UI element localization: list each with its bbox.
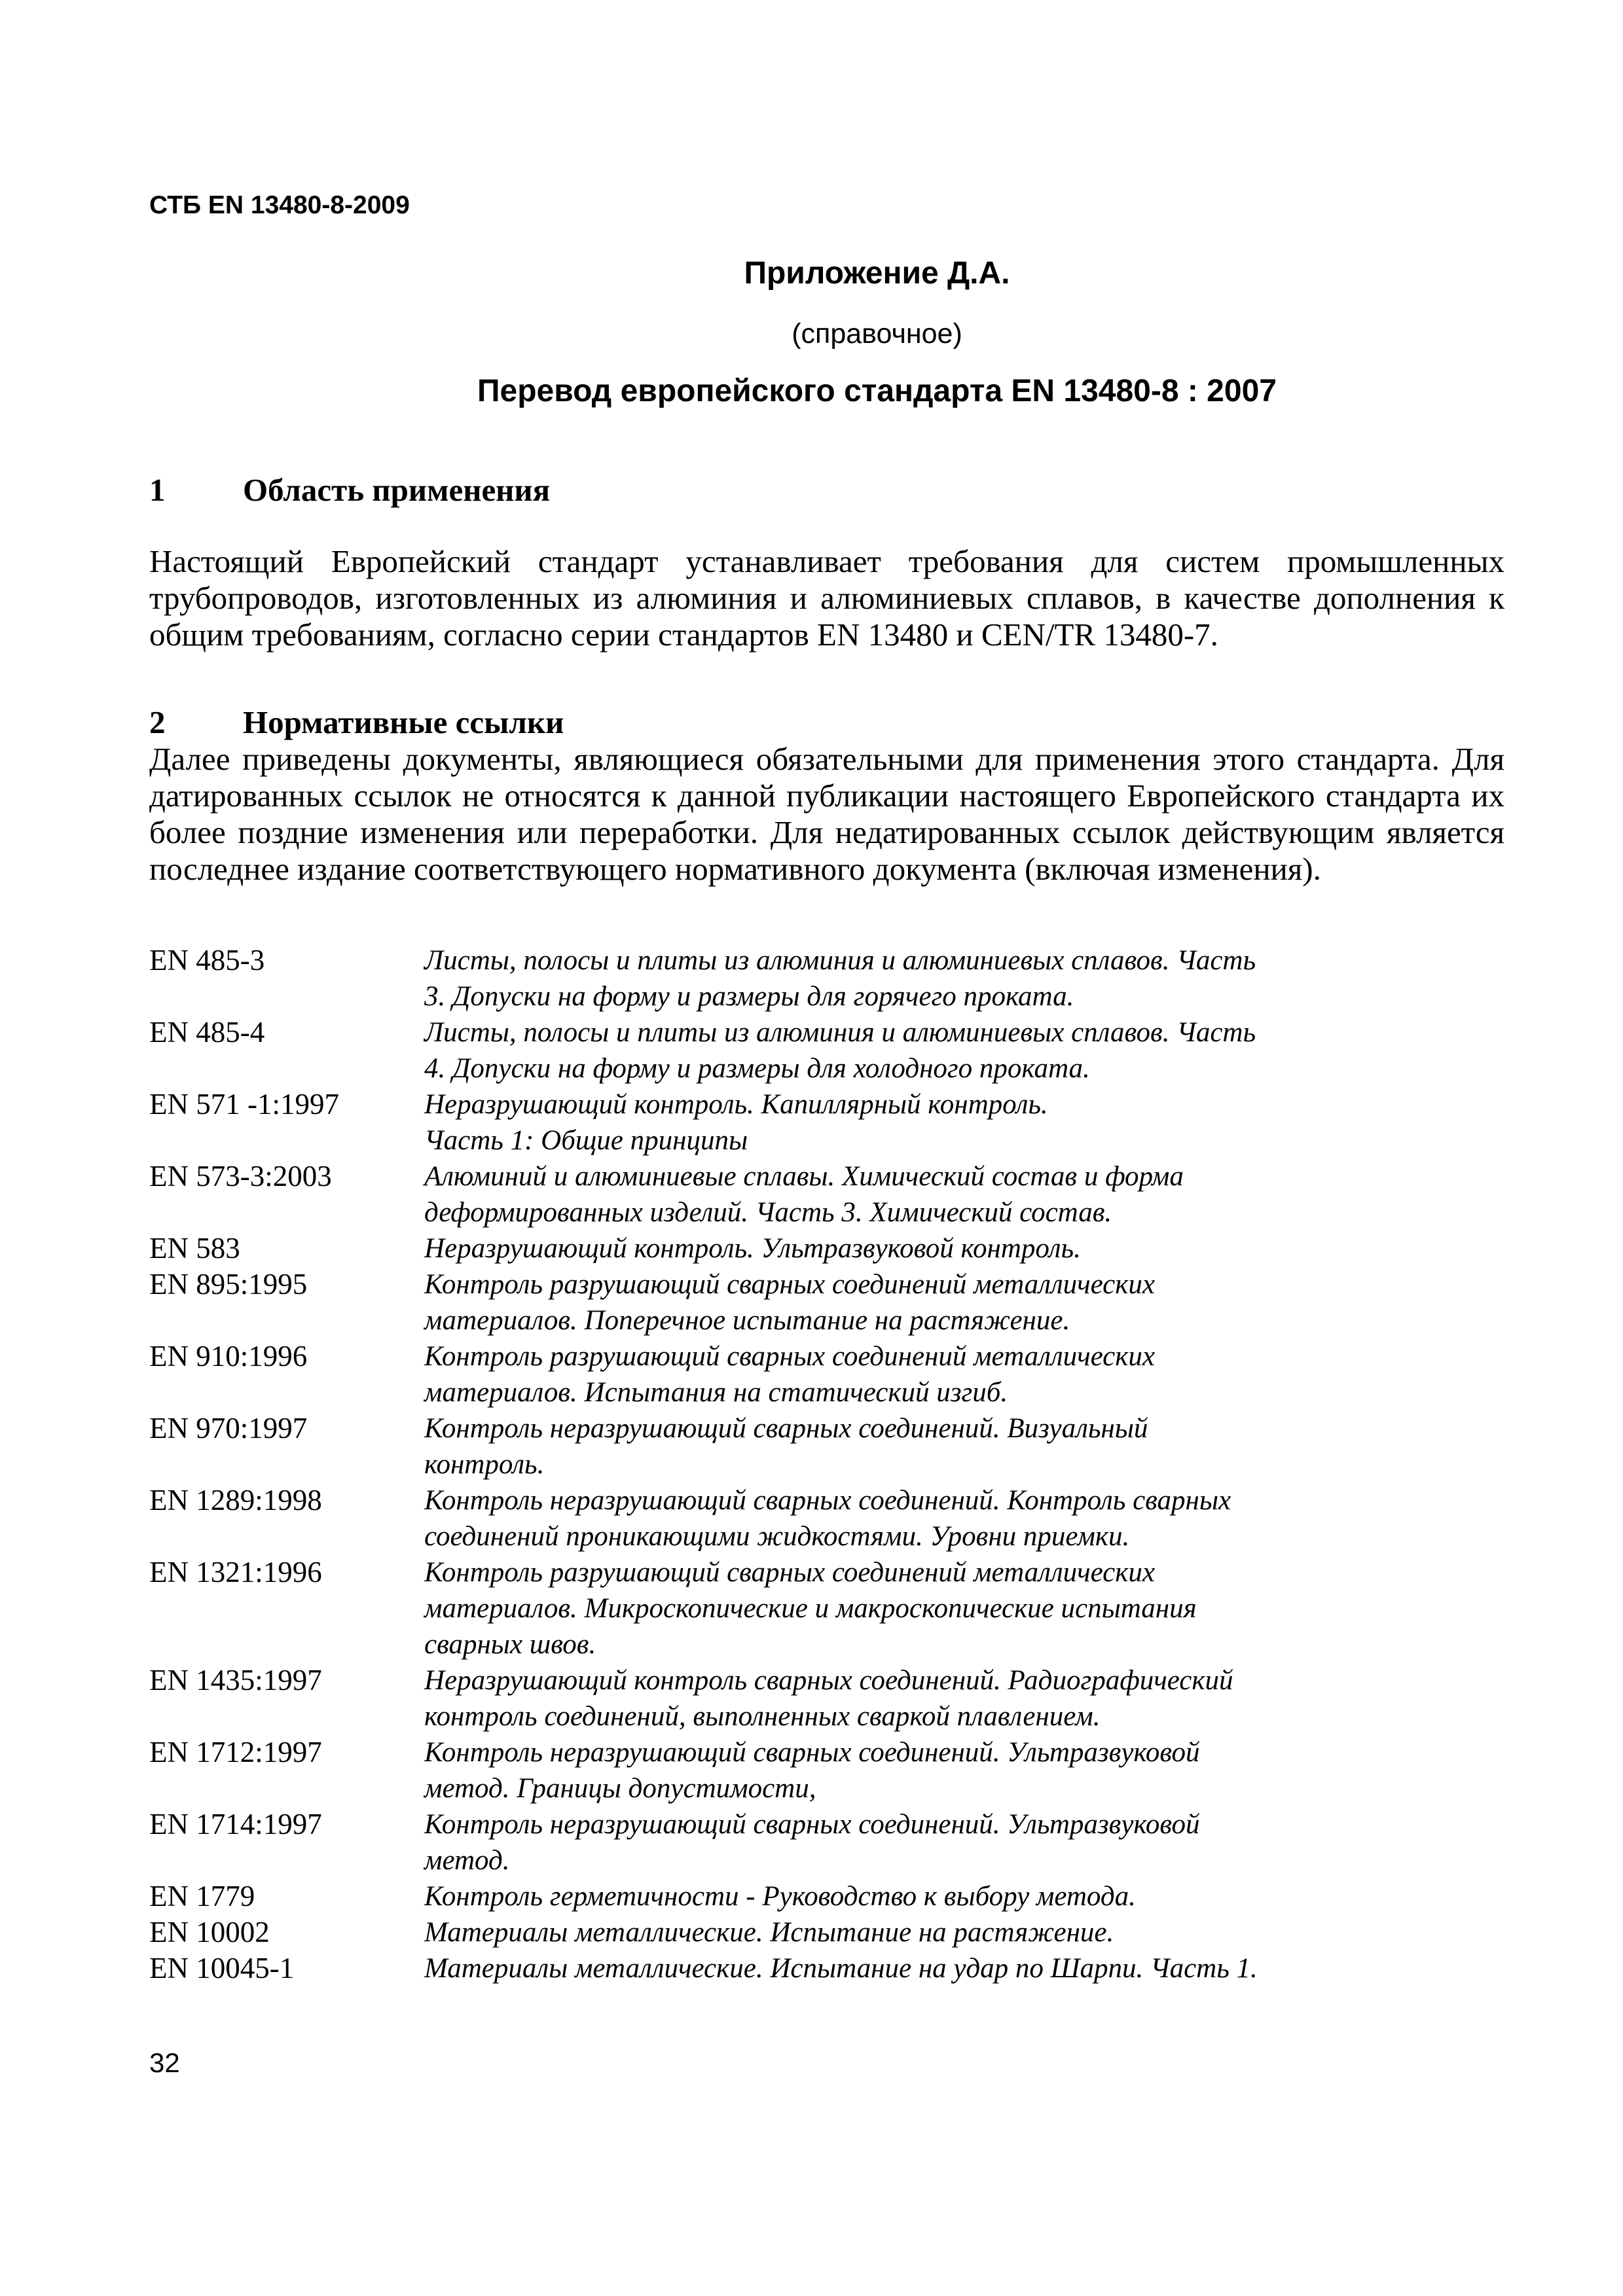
reference-item (149, 1734, 1524, 1806)
section-1-title (149, 471, 550, 509)
annex-subtitle: (справочное) (792, 318, 962, 350)
annex-title: Приложение Д.А. (744, 256, 1010, 291)
reference-code: EN 485-3 (149, 944, 265, 977)
reference-title-line: 3. Допуски на форму и размеры для горячего проката. (424, 981, 1074, 1012)
reference-title-line: Неразрушающий контроль. Ультразвуковой контроль. (424, 1233, 1081, 1264)
reference-code: EN 1289:1998 (149, 1484, 322, 1516)
reference-title-line: Материалы металлические. Испытание на удар по Шарпи. Часть 1. (424, 1953, 1258, 1984)
reference-title (424, 1734, 1393, 1806)
page-number: 32 (149, 2047, 180, 2078)
reference-title (424, 1914, 1393, 1950)
section-1-paragraph: Настоящий Европейский стандарт устанавливает требования для систем промышленных трубопроводов, изготовленных из алюминия и алюминиевых сплавов, в качестве дополнения к общим требованиям, согласно серии стандартов EN 13480 и CEN/TR 13480-7. (149, 543, 1504, 653)
reference-code: EN 1435:1997 (149, 1664, 322, 1696)
reference-code: EN 1712:1997 (149, 1736, 322, 1768)
section-2-paragraph: Далее приведены документы, являющиеся обязательными для применения этого стандарта. Для датированных ссылок не относятся к данной публикации настоящего Европейского стандарта их более поздние изменения или переработки. Для недатированных ссылок действующим является последнее издание соответствующего нормативного документа (включая изменения). (149, 741, 1504, 887)
reference-item (149, 942, 1524, 1014)
reference-title-line: Материалы металлические. Испытание на растяжение. (424, 1917, 1114, 1948)
reference-code: EN 1714:1997 (149, 1808, 322, 1840)
reference-title (424, 1950, 1393, 1986)
reference-item (149, 1338, 1524, 1410)
reference-code: EN 1321:1996 (149, 1556, 322, 1588)
section-number: 2 (149, 704, 166, 740)
reference-title-line: Контроль неразрушающий сварных соединений. Контроль сварных (424, 1485, 1231, 1516)
reference-code: EN 10002 (149, 1916, 270, 1948)
reference-title-line: материалов. Микроскопические и макроскопические испытания (424, 1593, 1197, 1624)
reference-title-line: Контроль неразрушающий сварных соединений. Визуальный (424, 1413, 1148, 1444)
reference-item (149, 1878, 1524, 1914)
reference-item (149, 1554, 1524, 1662)
section-number: 1 (149, 472, 166, 508)
reference-title-line: контроль соединений, выполненных сваркой плавлением. (424, 1701, 1101, 1732)
section-heading: Область применения (243, 472, 551, 508)
reference-item (149, 1914, 1524, 1950)
reference-item (149, 1086, 1524, 1158)
reference-title-line: Листы, полосы и плиты из алюминия и алюминиевых сплавов. Часть (424, 1017, 1256, 1048)
reference-title (424, 1662, 1393, 1734)
reference-title-line: метод. Границы допустимости, (424, 1773, 816, 1804)
reference-code: EN 910:1996 (149, 1340, 308, 1372)
reference-item (149, 1410, 1524, 1482)
reference-title-line: метод. (424, 1845, 510, 1876)
reference-title-line: 4. Допуски на форму и размеры для холодного проката. (424, 1053, 1090, 1084)
references-list (149, 942, 1524, 1986)
reference-title (424, 1482, 1393, 1554)
reference-title-line: Листы, полосы и плиты из алюминия и алюминиевых сплавов. Часть (424, 945, 1256, 976)
reference-title-line: Неразрушающий контроль сварных соединений. Радиографический (424, 1665, 1233, 1696)
reference-title-line: контроль. (424, 1449, 545, 1480)
reference-title-line: Контроль неразрушающий сварных соединений. Ультразвуковой (424, 1809, 1200, 1840)
reference-code: EN 10045-1 (149, 1952, 295, 1984)
reference-title (424, 1230, 1393, 1266)
reference-title-line: сварных швов. (424, 1629, 596, 1660)
section-2-title (149, 704, 564, 741)
reference-code: EN 571 -1:1997 (149, 1088, 339, 1121)
reference-title-line: Контроль неразрушающий сварных соединений. Ультразвуковой (424, 1737, 1200, 1768)
reference-title (424, 1014, 1393, 1086)
reference-title-line: Алюминий и алюминиевые сплавы. Химический состав и форма (424, 1161, 1184, 1192)
section-heading: Нормативные ссылки (243, 704, 564, 740)
reference-title (424, 1338, 1393, 1410)
reference-title-line: деформированных изделий. Часть 3. Химический состав. (424, 1197, 1112, 1228)
reference-title (424, 1806, 1393, 1878)
reference-code: EN 1779 (149, 1880, 255, 1912)
reference-title (424, 1554, 1393, 1662)
annex-heading: Перевод европейского стандарта EN 13480-8 : 2007 (477, 374, 1277, 408)
document-code: СТБ EN 13480-8-2009 (149, 191, 410, 219)
reference-title (424, 1086, 1393, 1158)
reference-title (424, 1158, 1393, 1230)
reference-title-line: Контроль разрушающий сварных соединений металлических (424, 1557, 1155, 1588)
reference-item (149, 1266, 1524, 1338)
reference-item (149, 1806, 1524, 1878)
reference-title (424, 942, 1393, 1014)
reference-title-line: Контроль разрушающий сварных соединений металлических (424, 1341, 1155, 1372)
reference-title-line: материалов. Поперечное испытание на растяжение. (424, 1305, 1070, 1336)
reference-code: EN 573-3:2003 (149, 1160, 332, 1193)
reference-title (424, 1410, 1393, 1482)
reference-title-line: Неразрушающий контроль. Капиллярный контроль. (424, 1089, 1048, 1120)
reference-title-line: соединений проникающими жидкостями. Уровни приемки. (424, 1521, 1130, 1552)
reference-item (149, 1662, 1524, 1734)
reference-item (149, 1482, 1524, 1554)
reference-item (149, 1014, 1524, 1086)
reference-title-line: Контроль герметичности - Руководство к выбору метода. (424, 1881, 1136, 1912)
reference-title-line: Контроль разрушающий сварных соединений металлических (424, 1269, 1155, 1300)
reference-title (424, 1266, 1393, 1338)
reference-title (424, 1878, 1393, 1914)
reference-title-line: Часть 1: Общие принципы (424, 1125, 748, 1156)
reference-code: EN 583 (149, 1232, 240, 1265)
reference-item (149, 1230, 1524, 1266)
reference-title-line: материалов. Испытания на статический изгиб. (424, 1377, 1008, 1408)
reference-code: EN 895:1995 (149, 1268, 308, 1300)
reference-item (149, 1950, 1524, 1986)
reference-code: EN 485-4 (149, 1016, 265, 1049)
reference-item (149, 1158, 1524, 1230)
reference-code: EN 970:1997 (149, 1412, 308, 1444)
